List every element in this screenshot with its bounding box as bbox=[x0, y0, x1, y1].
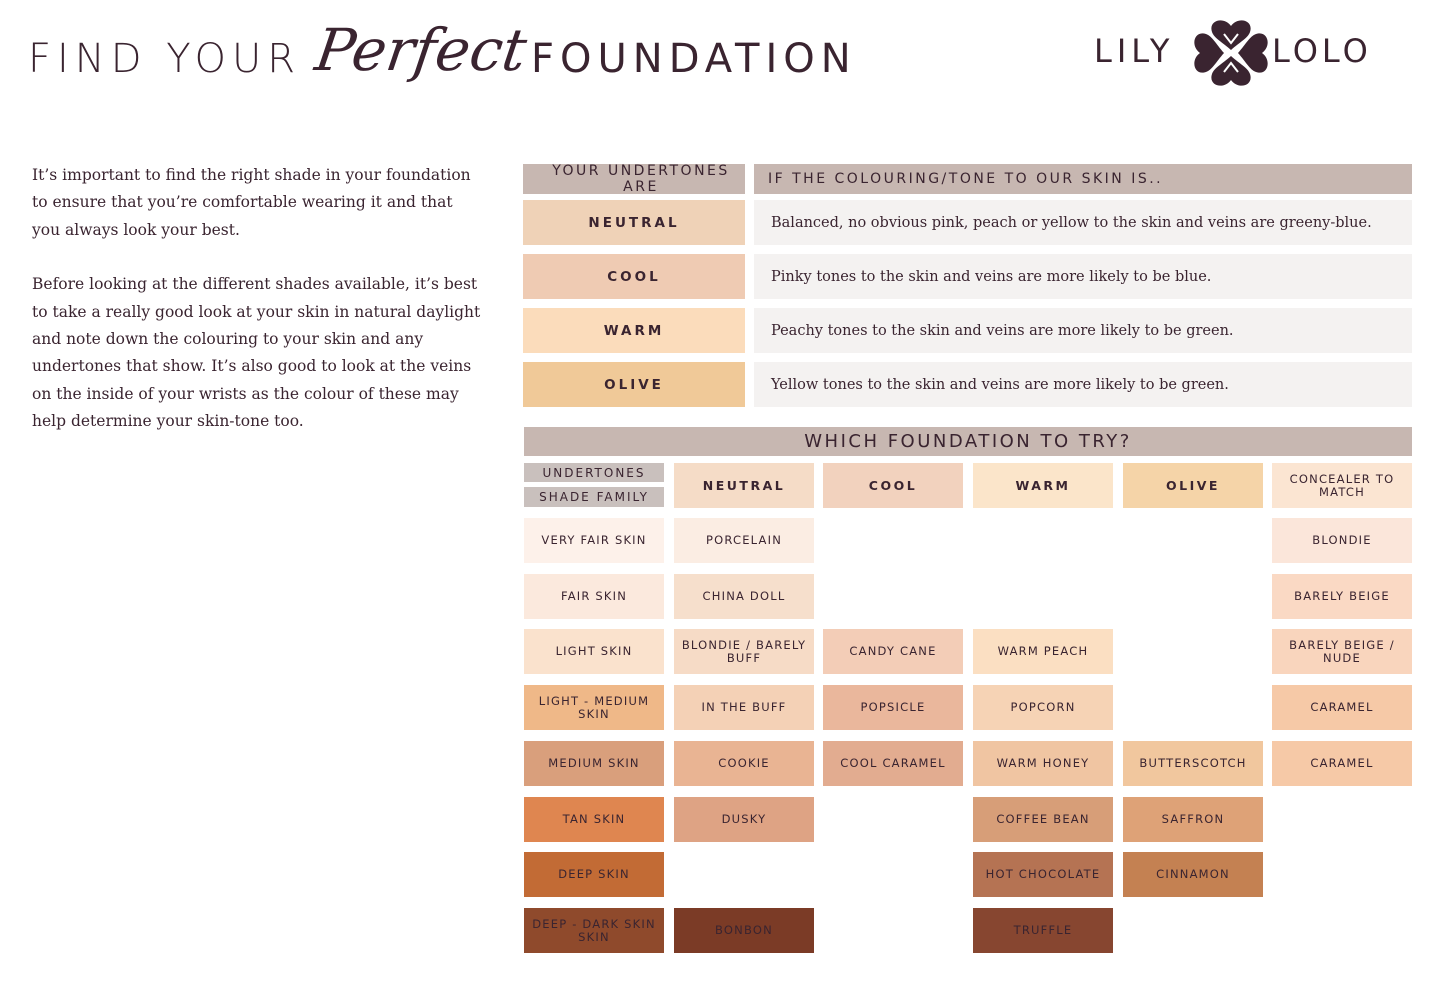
foundation-shade-cell: TRUFFLE bbox=[973, 908, 1113, 953]
brand-logo bbox=[1094, 18, 1394, 88]
shade-family-label: FAIR SKIN bbox=[524, 574, 664, 619]
shade-family-label: DEEP SKIN bbox=[524, 852, 664, 897]
logo-text-left: LILY bbox=[1094, 32, 1175, 70]
foundation-shade-cell: SAFFRON bbox=[1123, 797, 1263, 842]
shade-family-label: LIGHT SKIN bbox=[524, 629, 664, 674]
undertone-label: WARM bbox=[523, 308, 745, 353]
foundation-shade-cell: WARM HONEY bbox=[973, 741, 1113, 786]
foundation-shade-cell: CARAMEL bbox=[1272, 741, 1412, 786]
foundation-section-title: WHICH FOUNDATION TO TRY? bbox=[524, 427, 1412, 456]
undertone-label: COOL bbox=[523, 254, 745, 299]
foundation-shade-cell: BUTTERSCOTCH bbox=[1123, 741, 1263, 786]
undertone-description: Yellow tones to the skin and veins are more likely to be green. bbox=[754, 362, 1412, 407]
foundation-shade-cell: CINNAMON bbox=[1123, 852, 1263, 897]
undertone-label: OLIVE bbox=[523, 362, 745, 407]
shade-family-label: LIGHT - MEDIUM SKIN bbox=[524, 685, 664, 730]
shade-family-label: DEEP - DARK SKIN SKIN bbox=[524, 908, 664, 953]
shade-family-label: VERY FAIR SKIN bbox=[524, 518, 664, 563]
title-script-word: Perfect bbox=[311, 16, 531, 84]
foundation-shade-cell: POPSICLE bbox=[823, 685, 963, 730]
foundation-shade-cell: BARELY BEIGE / NUDE bbox=[1272, 629, 1412, 674]
undertones-corner-label: UNDERTONES bbox=[524, 463, 664, 482]
undertone-description: Peachy tones to the skin and veins are more likely to be green. bbox=[754, 308, 1412, 353]
foundation-shade-cell: DUSKY bbox=[674, 797, 814, 842]
foundation-shade-cell: IN THE BUFF bbox=[674, 685, 814, 730]
foundation-shade-cell: HOT CHOCOLATE bbox=[973, 852, 1113, 897]
title-suffix: FOUNDATION bbox=[531, 36, 857, 82]
foundation-shade-cell: POPCORN bbox=[973, 685, 1113, 730]
logo-text-right: LOLO bbox=[1272, 32, 1372, 70]
foundation-shade-cell: COOKIE bbox=[674, 741, 814, 786]
undertone-column-header: NEUTRAL bbox=[674, 463, 814, 508]
foundation-shade-cell: COOL CARAMEL bbox=[823, 741, 963, 786]
foundation-shade-cell: WARM PEACH bbox=[973, 629, 1113, 674]
intro-paragraph-1: It’s important to find the right shade in your foundation to ensure that you’re comfortable wearing it and that you always look your best. bbox=[32, 166, 471, 239]
foundation-shade-cell: BARELY BEIGE bbox=[1272, 574, 1412, 619]
foundation-shade-cell: CANDY CANE bbox=[823, 629, 963, 674]
undertone-label: NEUTRAL bbox=[523, 200, 745, 245]
intro-paragraph-2: Before looking at the different shades available, it’s best to take a really good look at your skin in natural daylight and note down the colouring to your skin and any undertones that show. It’s also good to look at the veins on the inside of your wrists as the colour of these may help determine your skin-tone too. bbox=[32, 275, 481, 431]
undertone-column-header: CONCEALER TO MATCH bbox=[1272, 463, 1412, 508]
undertone-column-header: OLIVE bbox=[1123, 463, 1263, 508]
flower-heart-icon bbox=[1194, 18, 1268, 88]
shade-family-label: MEDIUM SKIN bbox=[524, 741, 664, 786]
colouring-header: IF THE COLOURING/TONE TO OUR SKIN IS.. bbox=[754, 164, 1412, 194]
foundation-shade-cell: CHINA DOLL bbox=[674, 574, 814, 619]
foundation-shade-cell: CARAMEL bbox=[1272, 685, 1412, 730]
shade-family-label: TAN SKIN bbox=[524, 797, 664, 842]
shade-family-corner-label: SHADE FAMILY bbox=[524, 487, 664, 507]
foundation-shade-cell: BLONDIE / BARELY BUFF bbox=[674, 629, 814, 674]
foundation-shade-cell: BONBON bbox=[674, 908, 814, 953]
undertone-description: Balanced, no obvious pink, peach or yellow to the skin and veins are greeny-blue. bbox=[754, 200, 1412, 245]
intro-text bbox=[32, 162, 482, 463]
foundation-shade-cell: BLONDIE bbox=[1272, 518, 1412, 563]
title-prefix: FIND YOUR bbox=[28, 36, 302, 82]
undertone-description: Pinky tones to the skin and veins are more likely to be blue. bbox=[754, 254, 1412, 299]
foundation-shade-cell: PORCELAIN bbox=[674, 518, 814, 563]
undertone-header: YOUR UNDERTONES ARE bbox=[523, 164, 745, 194]
undertone-column-header: COOL bbox=[823, 463, 963, 508]
foundation-shade-cell: COFFEE BEAN bbox=[973, 797, 1113, 842]
undertone-column-header: WARM bbox=[973, 463, 1113, 508]
page-title bbox=[28, 14, 888, 104]
